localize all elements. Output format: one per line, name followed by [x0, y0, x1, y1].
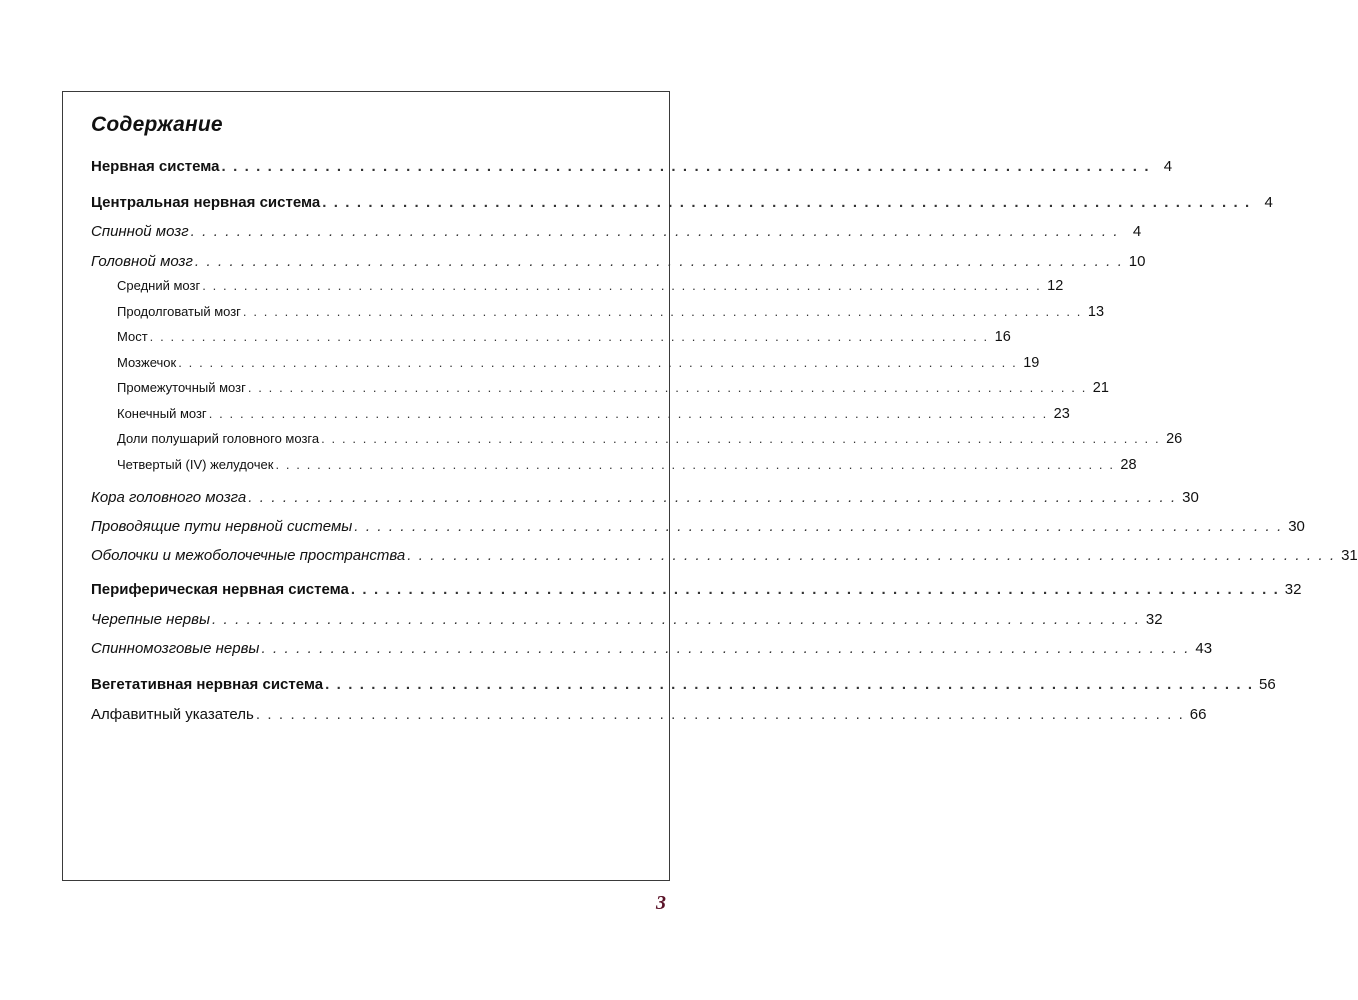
toc-entry[interactable] — [91, 640, 1213, 657]
toc-entry-page: 16 — [994, 329, 1011, 345]
dot-leader: . . . . . . . . . . . . . . . . . . . . . . . . . . . . . . . . . . . . . . . . . . . . . . . . . . . . . . . . . . . . . . . . . . . . . . . . . . . . . . . . . — [407, 547, 1336, 564]
toc-entry-page: 32 — [1145, 611, 1163, 628]
toc-entry-page: 19 — [1023, 355, 1040, 371]
dot-leader: . . . . . . . . . . . . . . . . . . . . . . . . . . . . . . . . . . . . . . . . . . . . . . . . . . . . . . . . . . . . . . . . . . . . . . . . . . . . . . . . . — [247, 380, 1087, 395]
toc-entry[interactable] — [117, 355, 1040, 371]
toc-entry-page: 21 — [1092, 380, 1109, 396]
dot-leader: . . . . . . . . . . . . . . . . . . . . . . . . . . . . . . . . . . . . . . . . . . . . . . . . . . . . . . . . . . . . . . . . . . . . . . . . . . . . . . . . . — [321, 431, 1161, 446]
toc-entry-page: 30 — [1288, 518, 1305, 535]
toc-entry-label: Нервная система — [91, 158, 220, 175]
toc-entry-page: 56 — [1259, 676, 1276, 693]
toc-entry-label: Мозжечок — [117, 355, 177, 370]
page-title: Содержание — [91, 113, 223, 136]
toc-entry[interactable] — [91, 611, 1163, 628]
toc-entry-label: Оболочки и межоболочечные пространства — [91, 547, 406, 564]
toc-entry-label: Кора головного мозга — [91, 489, 247, 506]
toc-entry[interactable] — [117, 431, 1183, 447]
dot-leader: . . . . . . . . . . . . . . . . . . . . . . . . . . . . . . . . . . . . . . . . . . . . . . . . . . . . . . . . . . . . . . . . . . . . . . . . . . . . . . . . . — [325, 676, 1254, 693]
toc-entry-label: Промежуточный мозг — [117, 380, 246, 395]
toc-entry[interactable] — [117, 304, 1105, 320]
dot-leader: . . . . . . . . . . . . . . . . . . . . . . . . . . . . . . . . . . . . . . . . . . . . . . . . . . . . . . . . . . . . . . . . . . . . . . . . . . . . . . . . . — [242, 304, 1083, 319]
toc-entry-page: 43 — [1195, 640, 1213, 657]
toc-entry-page: 31 — [1341, 547, 1358, 564]
dot-leader: . . . . . . . . . . . . . . . . . . . . . . . . . . . . . . . . . . . . . . . . . . . . . . . . . . . . . . . . . . . . . . . . . . . . . . . . . . . . . . . . . — [190, 223, 1120, 240]
dot-leader: . . . . . . . . . . . . . . . . . . . . . . . . . . . . . . . . . . . . . . . . . . . . . . . . . . . . . . . . . . . . . . . . . . . . . . . . . . . . . . . . . — [275, 457, 1115, 472]
toc-entry-label: Периферическая нервная система — [91, 581, 349, 598]
toc-entry[interactable] — [91, 547, 1358, 564]
dot-leader: . . . . . . . . . . . . . . . . . . . . . . . . . . . . . . . . . . . . . . . . . . . . . . . . . . . . . . . . . . . . . . . . . . . . . . . . . . . . . . . . . — [255, 706, 1185, 723]
dot-leader: . . . . . . . . . . . . . . . . . . . . . . . . . . . . . . . . . . . . . . . . . . . . . . . . . . . . . . . . . . . . . . . . . . . . . . . . . . . . . . . . . — [208, 406, 1048, 421]
toc-entry-label: Вегетативная нервная система — [91, 676, 324, 693]
toc-entry-label: Головной мозг — [91, 253, 193, 270]
toc-entry-page: 4 — [1132, 223, 1142, 240]
toc-entry[interactable] — [117, 329, 1011, 345]
toc-entry-label: Алфавитный указатель — [91, 706, 254, 723]
page-number: 3 — [656, 892, 666, 914]
dot-leader: . . . . . . . . . . . . . . . . . . . . . . . . . . . . . . . . . . . . . . . . . . . . . . . . . . . . . . . . . . . . . . . . . . . . . . . . . . . . . . . . . — [194, 253, 1124, 270]
dot-leader: . . . . . . . . . . . . . . . . . . . . . . . . . . . . . . . . . . . . . . . . . . . . . . . . . . . . . . . . . . . . . . . . . . . . . . . . . . . . . . . . . — [248, 489, 1177, 506]
toc-entry-label: Продолговатый мозг — [117, 304, 241, 319]
toc-entry[interactable] — [91, 253, 1146, 270]
toc-entry-label: Мост — [117, 329, 148, 344]
toc-entry-label: Спинномозговые нервы — [91, 640, 260, 657]
toc-entry-page: 32 — [1284, 581, 1302, 598]
dot-leader: . . . . . . . . . . . . . . . . . . . . . . . . . . . . . . . . . . . . . . . . . . . . . . . . . . . . . . . . . . . . . . . . . . . . . . . . . . . . . . . . . — [221, 158, 1151, 175]
toc-entry-page: 4 — [1264, 194, 1273, 211]
toc-entry[interactable] — [91, 489, 1199, 506]
dot-leader: . . . . . . . . . . . . . . . . . . . . . . . . . . . . . . . . . . . . . . . . . . . . . . . . . . . . . . . . . . . . . . . . . . . . . . . . . . . . . . . . . — [350, 581, 1280, 598]
toc-entry[interactable] — [91, 223, 1142, 240]
toc-entry-page: 4 — [1163, 158, 1173, 175]
toc-entry[interactable] — [91, 518, 1305, 535]
dot-leader: . . . . . . . . . . . . . . . . . . . . . . . . . . . . . . . . . . . . . . . . . . . . . . . . . . . . . . . . . . . . . . . . . . . . . . . . . . . . . . . . . — [322, 194, 1251, 211]
toc-entry-label: Центральная нервная система — [91, 194, 321, 211]
toc-entry-label: Спинной мозг — [91, 223, 189, 240]
toc-entry[interactable] — [117, 457, 1137, 473]
dot-leader: . . . . . . . . . . . . . . . . . . . . . . . . . . . . . . . . . . . . . . . . . . . . . . . . . . . . . . . . . . . . . . . . . . . . . . . . . . . . . . . . . — [354, 518, 1283, 535]
dot-leader: . . . . . . . . . . . . . . . . . . . . . . . . . . . . . . . . . . . . . . . . . . . . . . . . . . . . . . . . . . . . . . . . . . . . . . . . . . . . . . . . . — [261, 640, 1191, 657]
toc-entry[interactable] — [91, 158, 1173, 175]
dot-leader: . . . . . . . . . . . . . . . . . . . . . . . . . . . . . . . . . . . . . . . . . . . . . . . . . . . . . . . . . . . . . . . . . . . . . . . . . . . . . . . . . — [149, 329, 989, 344]
toc-entry-page: 10 — [1128, 253, 1146, 270]
toc-entry-label: Средний мозг — [117, 278, 201, 293]
toc-entry-page: 30 — [1182, 489, 1199, 506]
toc-entry[interactable] — [117, 406, 1070, 422]
toc-entry[interactable] — [117, 380, 1109, 396]
toc-entry-label: Доли полушарий головного мозга — [117, 431, 320, 446]
toc-entry-label: Конечный мозг — [117, 406, 207, 421]
toc-entry[interactable] — [91, 676, 1276, 693]
toc-entry-page: 12 — [1047, 278, 1064, 294]
toc-entry-label: Проводящие пути нервной системы — [91, 518, 353, 535]
toc-entry[interactable] — [91, 194, 1273, 211]
toc-entry-page: 28 — [1120, 457, 1137, 473]
toc-entry-page: 23 — [1053, 406, 1070, 422]
toc-entry[interactable] — [91, 581, 1302, 598]
toc-entry-page: 26 — [1166, 431, 1183, 447]
toc-entry[interactable] — [91, 706, 1207, 723]
toc-entry-label: Черепные нервы — [91, 611, 210, 628]
toc-entry[interactable] — [117, 278, 1064, 294]
dot-leader: . . . . . . . . . . . . . . . . . . . . . . . . . . . . . . . . . . . . . . . . . . . . . . . . . . . . . . . . . . . . . . . . . . . . . . . . . . . . . . . . . — [202, 278, 1042, 293]
toc-entry-label: Четвертый (IV) желудочек — [117, 457, 274, 472]
toc-entry-page: 13 — [1087, 304, 1105, 320]
dot-leader: . . . . . . . . . . . . . . . . . . . . . . . . . . . . . . . . . . . . . . . . . . . . . . . . . . . . . . . . . . . . . . . . . . . . . . . . . . . . . . . . . — [212, 611, 1141, 628]
toc-entry-page: 66 — [1189, 706, 1207, 723]
dot-leader: . . . . . . . . . . . . . . . . . . . . . . . . . . . . . . . . . . . . . . . . . . . . . . . . . . . . . . . . . . . . . . . . . . . . . . . . . . . . . . . . . — [178, 355, 1018, 370]
